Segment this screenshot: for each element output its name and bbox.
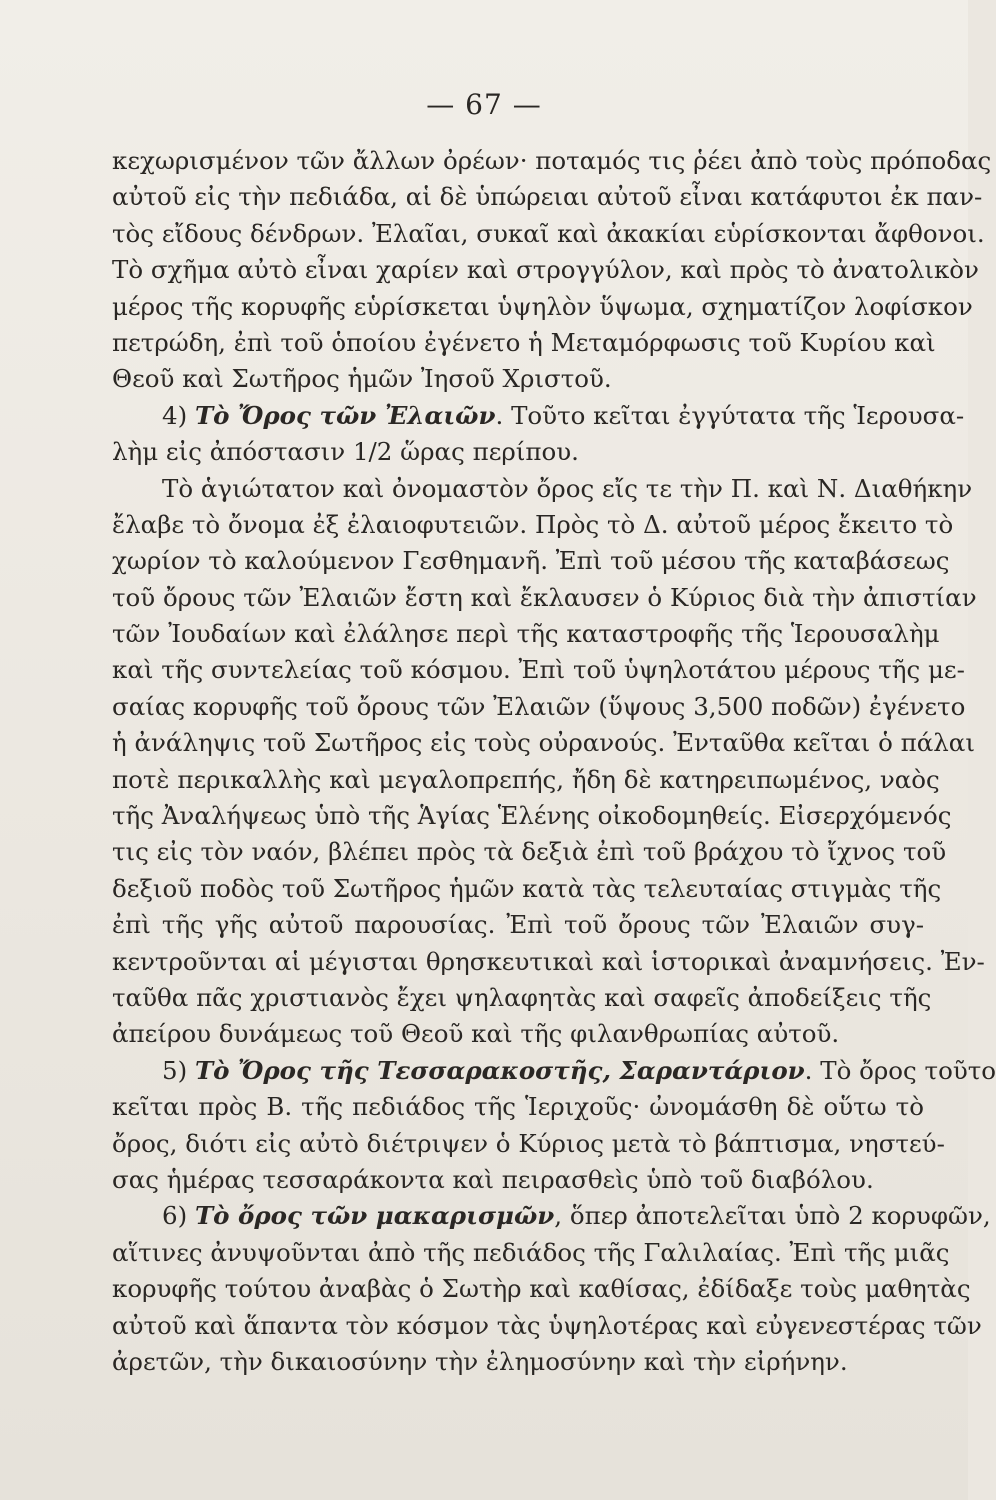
text-fragment: . Τὸ ὄρος τοῦτο xyxy=(804,1055,996,1085)
section-number: 5) xyxy=(162,1055,195,1085)
section-heading: Τὸ Ὄρος τῆς Τεσσαρακοστῆς, Σαραντάριον xyxy=(194,1055,805,1085)
text-line: τις εἰς τὸν ναόν, βλέπει πρὸς τὰ δεξιὰ ἐπὶ τοῦ βράχου τὸ ἴχνος τοῦ xyxy=(112,837,947,867)
text-line: αὐτοῦ εἰς τὴν πεδιάδα, αἱ δὲ ὑπώρειαι αὐτοῦ εἶναι κατάφυτοι ἐκ παν- xyxy=(112,182,983,212)
text-fragment: , ὅπερ ἀποτελεῖται ὑπὸ 2 κορυφῶν, xyxy=(554,1201,991,1231)
text-line: ἀπείρου δυνάμεως τοῦ Θεοῦ καὶ τῆς φιλανθρωπίας αὐτοῦ. xyxy=(112,1019,840,1049)
text-fragment: . Τοῦτο κεῖται ἐγγύτατα τῆς Ἱερουσα- xyxy=(495,400,965,430)
text-line: τὸς εἴδους δένδρων. Ἐλαῖαι, συκαῖ καὶ ἀκακίαι εὑρίσκονται ἄφθονοι. xyxy=(112,218,985,248)
text-line: ἀρετῶν, τὴν δικαιοσύνην τὴν ἐλημοσύνην καὶ τὴν εἰρήνην. xyxy=(112,1346,848,1376)
text-line: ὄρος, διότι εἰς αὐτὸ διέτριψεν ὁ Κύριος μετὰ τὸ βάπτισμα, νηστεύ- xyxy=(112,1128,945,1158)
text-line: κεῖται πρὸς Β. τῆς πεδιάδος τῆς Ἱεριχοῦς· ὠνομάσθη δὲ οὕτω τὸ xyxy=(112,1092,924,1122)
section-number: 4) xyxy=(162,400,195,430)
section-heading: Τὸ ὄρος τῶν μακαρισμῶν xyxy=(194,1201,555,1231)
text-line: τῆς Ἀναλήψεως ὑπὸ τῆς Ἁγίας Ἑλένης οἰκοδομηθείς. Εἰσερχόμενός xyxy=(112,801,952,831)
text-line: ποτὲ περικαλλὴς καὶ μεγαλοπρεπής, ἤδη δὲ κατηρειπωμένος, ναὸς xyxy=(112,764,940,794)
body-text xyxy=(112,143,996,1380)
text-line: τοῦ ὄρους τῶν Ἐλαιῶν ἔστη καὶ ἔκλαυσεν ὁ Κύριος διὰ τὴν ἀπιστίαν xyxy=(112,582,977,612)
text-line: ταῦθα πᾶς χριστιανὸς ἔχει ψηλαφητὰς καὶ σαφεῖς ἀποδείξεις τῆς xyxy=(112,982,932,1012)
text-line: ἔλαβε τὸ ὄνομα ἐξ ἐλαιοφυτειῶν. Πρὸς τὸ Δ. αὐτοῦ μέρος ἔκειτο τὸ xyxy=(112,509,954,539)
text-line: λὴμ εἰς ἀπόστασιν 1/2 ὥρας περίπου. xyxy=(112,437,579,467)
text-line: Τὸ ἁγιώτατον καὶ ὀνομαστὸν ὄρος εἴς τε τὴν Π. καὶ Ν. Διαθήκην xyxy=(162,473,973,503)
text-line: πετρώδη, ἐπὶ τοῦ ὁποίου ἐγένετο ἡ Μεταμόρφωσις τοῦ Κυρίου καὶ xyxy=(112,327,936,357)
text-line: Τὸ σχῆμα αὐτὸ εἶναι χαρίεν καὶ στρογγύλον, καὶ πρὸς τὸ ἀνατολικὸν xyxy=(112,255,979,285)
section-6-first-line xyxy=(112,1198,991,1234)
text-line: κεντροῦνται αἱ μέγισται θρησκευτικαὶ καὶ ἱστορικαὶ ἀναμνήσεις. Ἐν- xyxy=(112,946,985,976)
text-line: δεξιοῦ ποδὸς τοῦ Σωτῆρος ἡμῶν κατὰ τὰς τελευταίας στιγμὰς τῆς xyxy=(112,873,942,903)
text-line: σας ἡμέρας τεσσαράκοντα καὶ πειρασθεὶς ὑπὸ τοῦ διαβόλου. xyxy=(112,1164,874,1194)
section-5-first-line xyxy=(112,1053,996,1089)
text-line: χωρίον τὸ καλούμενον Γεσθημανῆ. Ἐπὶ τοῦ μέσου τῆς καταβάσεως xyxy=(112,546,950,576)
section-heading: Τὸ Ὄρος τῶν Ἐλαιῶν xyxy=(194,400,496,430)
text-line: κεχωρισμένον τῶν ἄλλων ὀρέων· ποταμός τις ῥέει ἀπὸ τοὺς πρόποδας xyxy=(112,146,992,175)
section-number: 6) xyxy=(162,1201,195,1231)
text-line: κορυφῆς τούτου ἀναβὰς ὁ Σωτὴρ καὶ καθίσας, ἐδίδαξε τοὺς μαθητὰς xyxy=(112,1274,971,1304)
text-line: τῶν Ἰουδαίων καὶ ἐλάλησε περὶ τῆς καταστροφῆς τῆς Ἱερουσαλὴμ xyxy=(112,619,940,649)
text-line: ἡ ἀνάληψις τοῦ Σωτῆρος εἰς τοὺς οὐρανούς. Ἐνταῦθα κεῖται ὁ πάλαι xyxy=(112,728,975,758)
text-line: Θεοῦ καὶ Σωτῆρος ἡμῶν Ἰησοῦ Χριστοῦ. xyxy=(112,364,612,394)
text-line: αὐτοῦ καὶ ἅπαντα τὸν κόσμον τὰς ὑψηλοτέρας καὶ εὐγενεστέρας τῶν xyxy=(112,1310,982,1340)
page-number: — 67 — xyxy=(426,88,542,121)
section-4-first-line xyxy=(112,398,965,434)
text-line: σαίας κορυφῆς τοῦ ὄρους τῶν Ἐλαιῶν (ὕψους 3,500 ποδῶν) ἐγένετο xyxy=(112,691,966,721)
text-line: αἵτινες ἀνυψοῦνται ἀπὸ τῆς πεδιάδος τῆς Γαλιλαίας. Ἐπὶ τῆς μιᾶς xyxy=(112,1237,950,1267)
text-line: ἐπὶ τῆς γῆς αὐτοῦ παρουσίας. Ἐπὶ τοῦ ὄρους τῶν Ἐλαιῶν συγ- xyxy=(112,910,924,940)
text-line: καὶ τῆς συντελείας τοῦ κόσμου. Ἐπὶ τοῦ ὑψηλοτάτου μέρους τῆς με- xyxy=(112,655,965,685)
text-line: μέρος τῆς κορυφῆς εὑρίσκεται ὑψηλὸν ὕψωμα, σχηματίζον λοφίσκον xyxy=(112,291,973,321)
